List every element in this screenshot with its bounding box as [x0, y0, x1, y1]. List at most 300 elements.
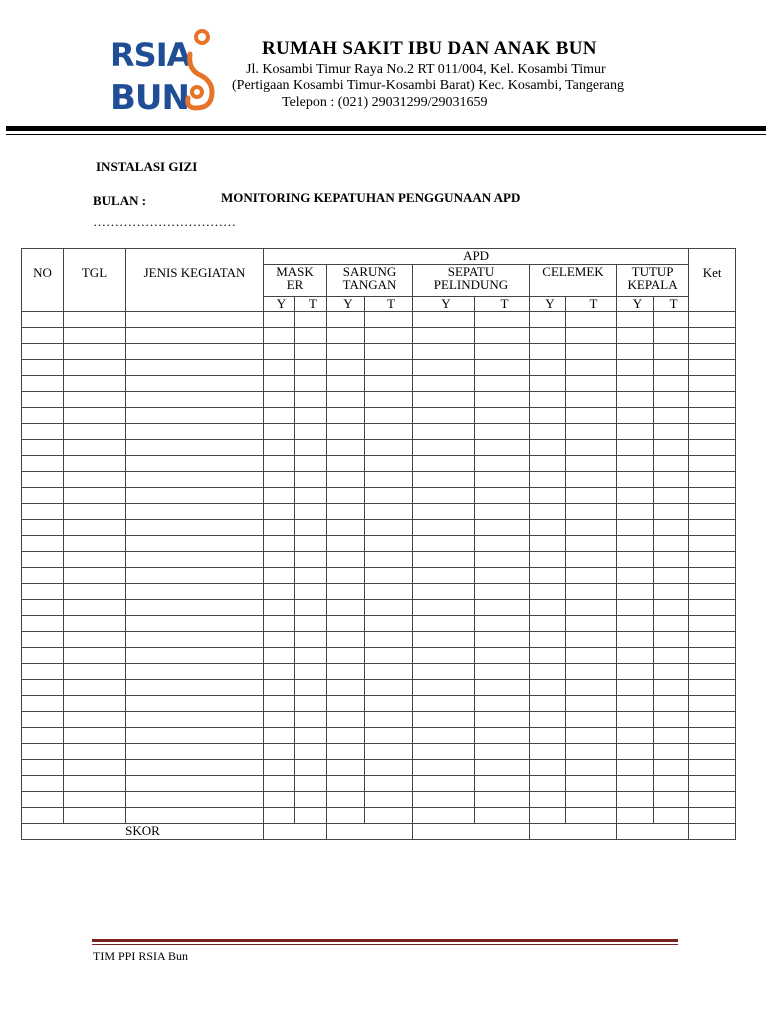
- table-cell[interactable]: [295, 424, 327, 440]
- table-cell[interactable]: [126, 776, 264, 792]
- table-cell[interactable]: [365, 616, 413, 632]
- table-cell[interactable]: [22, 728, 64, 744]
- table-cell[interactable]: [654, 472, 689, 488]
- table-cell[interactable]: [654, 808, 689, 824]
- table-cell[interactable]: [475, 440, 530, 456]
- table-cell[interactable]: [689, 536, 736, 552]
- table-cell[interactable]: [617, 776, 654, 792]
- table-cell[interactable]: [689, 600, 736, 616]
- table-cell[interactable]: [64, 504, 126, 520]
- table-cell[interactable]: [617, 792, 654, 808]
- table-cell[interactable]: [264, 712, 295, 728]
- table-cell[interactable]: [617, 680, 654, 696]
- table-cell[interactable]: [365, 712, 413, 728]
- table-cell[interactable]: [295, 808, 327, 824]
- table-cell[interactable]: [365, 808, 413, 824]
- table-cell[interactable]: [689, 808, 736, 824]
- table-cell[interactable]: [22, 808, 64, 824]
- table-cell[interactable]: [689, 744, 736, 760]
- table-cell[interactable]: [530, 648, 566, 664]
- table-cell[interactable]: [327, 504, 365, 520]
- table-cell[interactable]: [64, 808, 126, 824]
- table-cell[interactable]: [654, 552, 689, 568]
- score-cell[interactable]: [530, 824, 617, 840]
- table-cell[interactable]: [413, 792, 475, 808]
- table-cell[interactable]: [22, 328, 64, 344]
- table-cell[interactable]: [365, 792, 413, 808]
- table-cell[interactable]: [327, 744, 365, 760]
- table-cell[interactable]: [365, 392, 413, 408]
- table-cell[interactable]: [530, 536, 566, 552]
- table-cell[interactable]: [689, 472, 736, 488]
- table-cell[interactable]: [64, 456, 126, 472]
- table-cell[interactable]: [617, 360, 654, 376]
- table-cell[interactable]: [365, 408, 413, 424]
- table-cell[interactable]: [264, 760, 295, 776]
- table-cell[interactable]: [413, 744, 475, 760]
- table-cell[interactable]: [689, 648, 736, 664]
- table-cell[interactable]: [22, 744, 64, 760]
- table-cell[interactable]: [413, 712, 475, 728]
- table-cell[interactable]: [365, 376, 413, 392]
- table-cell[interactable]: [530, 712, 566, 728]
- table-cell[interactable]: [413, 440, 475, 456]
- table-cell[interactable]: [654, 328, 689, 344]
- table-cell[interactable]: [475, 360, 530, 376]
- table-cell[interactable]: [617, 472, 654, 488]
- table-cell[interactable]: [413, 696, 475, 712]
- table-cell[interactable]: [327, 776, 365, 792]
- table-cell[interactable]: [689, 712, 736, 728]
- table-cell[interactable]: [126, 760, 264, 776]
- table-cell[interactable]: [530, 664, 566, 680]
- table-cell[interactable]: [475, 712, 530, 728]
- table-cell[interactable]: [413, 536, 475, 552]
- table-cell[interactable]: [413, 568, 475, 584]
- table-cell[interactable]: [413, 328, 475, 344]
- table-cell[interactable]: [327, 472, 365, 488]
- table-cell[interactable]: [689, 696, 736, 712]
- table-cell[interactable]: [295, 648, 327, 664]
- table-cell[interactable]: [365, 680, 413, 696]
- table-cell[interactable]: [64, 648, 126, 664]
- table-cell[interactable]: [365, 488, 413, 504]
- table-cell[interactable]: [327, 696, 365, 712]
- table-cell[interactable]: [617, 408, 654, 424]
- table-cell[interactable]: [126, 728, 264, 744]
- table-cell[interactable]: [566, 408, 617, 424]
- table-cell[interactable]: [327, 664, 365, 680]
- table-cell[interactable]: [413, 472, 475, 488]
- table-cell[interactable]: [530, 696, 566, 712]
- table-cell[interactable]: [64, 344, 126, 360]
- table-cell[interactable]: [617, 456, 654, 472]
- table-cell[interactable]: [475, 472, 530, 488]
- table-cell[interactable]: [327, 648, 365, 664]
- table-cell[interactable]: [475, 424, 530, 440]
- table-cell[interactable]: [566, 648, 617, 664]
- table-cell[interactable]: [566, 664, 617, 680]
- table-cell[interactable]: [327, 360, 365, 376]
- table-cell[interactable]: [295, 616, 327, 632]
- table-cell[interactable]: [264, 520, 295, 536]
- table-cell[interactable]: [475, 744, 530, 760]
- table-cell[interactable]: [530, 792, 566, 808]
- table-cell[interactable]: [617, 344, 654, 360]
- table-cell[interactable]: [64, 520, 126, 536]
- table-cell[interactable]: [126, 616, 264, 632]
- table-cell[interactable]: [654, 760, 689, 776]
- table-cell[interactable]: [530, 424, 566, 440]
- table-cell[interactable]: [654, 536, 689, 552]
- table-cell[interactable]: [566, 536, 617, 552]
- table-cell[interactable]: [475, 536, 530, 552]
- table-cell[interactable]: [654, 568, 689, 584]
- table-cell[interactable]: [689, 616, 736, 632]
- table-cell[interactable]: [617, 600, 654, 616]
- table-cell[interactable]: [126, 568, 264, 584]
- table-cell[interactable]: [295, 680, 327, 696]
- table-cell[interactable]: [327, 520, 365, 536]
- table-cell[interactable]: [689, 440, 736, 456]
- table-cell[interactable]: [475, 488, 530, 504]
- table-cell[interactable]: [64, 664, 126, 680]
- table-cell[interactable]: [295, 328, 327, 344]
- table-cell[interactable]: [566, 472, 617, 488]
- table-cell[interactable]: [413, 760, 475, 776]
- table-cell[interactable]: [654, 744, 689, 760]
- table-cell[interactable]: [654, 520, 689, 536]
- table-cell[interactable]: [617, 808, 654, 824]
- table-cell[interactable]: [126, 664, 264, 680]
- table-cell[interactable]: [475, 680, 530, 696]
- table-cell[interactable]: [22, 360, 64, 376]
- table-cell[interactable]: [566, 424, 617, 440]
- table-cell[interactable]: [264, 456, 295, 472]
- table-cell[interactable]: [689, 792, 736, 808]
- table-cell[interactable]: [617, 440, 654, 456]
- table-cell[interactable]: [295, 600, 327, 616]
- table-cell[interactable]: [295, 312, 327, 328]
- table-cell[interactable]: [413, 424, 475, 440]
- table-cell[interactable]: [264, 568, 295, 584]
- table-cell[interactable]: [654, 360, 689, 376]
- table-cell[interactable]: [22, 792, 64, 808]
- table-cell[interactable]: [475, 584, 530, 600]
- table-cell[interactable]: [617, 520, 654, 536]
- table-cell[interactable]: [566, 360, 617, 376]
- table-cell[interactable]: [365, 456, 413, 472]
- table-cell[interactable]: [22, 664, 64, 680]
- table-cell[interactable]: [295, 632, 327, 648]
- table-cell[interactable]: [530, 488, 566, 504]
- table-cell[interactable]: [22, 392, 64, 408]
- table-cell[interactable]: [327, 312, 365, 328]
- table-cell[interactable]: [22, 648, 64, 664]
- score-cell[interactable]: [689, 824, 736, 840]
- table-cell[interactable]: [64, 424, 126, 440]
- table-cell[interactable]: [22, 536, 64, 552]
- score-cell[interactable]: [264, 824, 327, 840]
- table-cell[interactable]: [475, 600, 530, 616]
- table-cell[interactable]: [413, 504, 475, 520]
- table-cell[interactable]: [126, 344, 264, 360]
- table-cell[interactable]: [530, 552, 566, 568]
- table-cell[interactable]: [365, 744, 413, 760]
- table-cell[interactable]: [22, 632, 64, 648]
- table-cell[interactable]: [126, 328, 264, 344]
- table-cell[interactable]: [654, 392, 689, 408]
- table-cell[interactable]: [530, 744, 566, 760]
- table-cell[interactable]: [264, 776, 295, 792]
- table-cell[interactable]: [689, 760, 736, 776]
- table-cell[interactable]: [689, 488, 736, 504]
- table-cell[interactable]: [530, 360, 566, 376]
- table-cell[interactable]: [22, 376, 64, 392]
- table-cell[interactable]: [413, 520, 475, 536]
- table-cell[interactable]: [530, 408, 566, 424]
- table-cell[interactable]: [475, 760, 530, 776]
- table-cell[interactable]: [475, 792, 530, 808]
- table-cell[interactable]: [22, 712, 64, 728]
- table-cell[interactable]: [566, 808, 617, 824]
- table-cell[interactable]: [530, 776, 566, 792]
- table-cell[interactable]: [654, 424, 689, 440]
- table-cell[interactable]: [365, 664, 413, 680]
- table-cell[interactable]: [566, 712, 617, 728]
- table-cell[interactable]: [264, 680, 295, 696]
- table-cell[interactable]: [64, 696, 126, 712]
- table-cell[interactable]: [64, 536, 126, 552]
- table-cell[interactable]: [22, 504, 64, 520]
- table-cell[interactable]: [475, 504, 530, 520]
- table-cell[interactable]: [654, 312, 689, 328]
- table-cell[interactable]: [617, 584, 654, 600]
- table-cell[interactable]: [264, 504, 295, 520]
- table-cell[interactable]: [617, 760, 654, 776]
- table-cell[interactable]: [22, 776, 64, 792]
- table-cell[interactable]: [654, 584, 689, 600]
- table-cell[interactable]: [327, 456, 365, 472]
- table-cell[interactable]: [530, 584, 566, 600]
- table-cell[interactable]: [617, 552, 654, 568]
- table-cell[interactable]: [689, 344, 736, 360]
- table-cell[interactable]: [295, 536, 327, 552]
- table-cell[interactable]: [365, 328, 413, 344]
- table-cell[interactable]: [475, 616, 530, 632]
- table-cell[interactable]: [475, 664, 530, 680]
- table-cell[interactable]: [327, 536, 365, 552]
- table-cell[interactable]: [654, 376, 689, 392]
- table-cell[interactable]: [654, 408, 689, 424]
- table-cell[interactable]: [654, 680, 689, 696]
- table-cell[interactable]: [530, 312, 566, 328]
- table-cell[interactable]: [617, 616, 654, 632]
- table-cell[interactable]: [413, 584, 475, 600]
- table-cell[interactable]: [22, 696, 64, 712]
- table-cell[interactable]: [689, 504, 736, 520]
- table-cell[interactable]: [654, 696, 689, 712]
- table-cell[interactable]: [22, 312, 64, 328]
- table-cell[interactable]: [413, 392, 475, 408]
- table-cell[interactable]: [64, 312, 126, 328]
- table-cell[interactable]: [413, 808, 475, 824]
- table-cell[interactable]: [264, 808, 295, 824]
- table-cell[interactable]: [295, 440, 327, 456]
- table-cell[interactable]: [617, 648, 654, 664]
- table-cell[interactable]: [566, 344, 617, 360]
- table-cell[interactable]: [126, 376, 264, 392]
- table-cell[interactable]: [22, 568, 64, 584]
- table-cell[interactable]: [126, 504, 264, 520]
- table-cell[interactable]: [126, 408, 264, 424]
- table-cell[interactable]: [566, 728, 617, 744]
- table-cell[interactable]: [566, 552, 617, 568]
- table-cell[interactable]: [413, 648, 475, 664]
- table-cell[interactable]: [126, 488, 264, 504]
- table-cell[interactable]: [327, 344, 365, 360]
- table-cell[interactable]: [126, 744, 264, 760]
- table-cell[interactable]: [566, 680, 617, 696]
- table-cell[interactable]: [64, 552, 126, 568]
- table-cell[interactable]: [413, 680, 475, 696]
- table-cell[interactable]: [530, 472, 566, 488]
- table-cell[interactable]: [327, 600, 365, 616]
- table-cell[interactable]: [475, 376, 530, 392]
- table-cell[interactable]: [566, 584, 617, 600]
- table-cell[interactable]: [295, 744, 327, 760]
- table-cell[interactable]: [295, 792, 327, 808]
- table-cell[interactable]: [295, 472, 327, 488]
- table-cell[interactable]: [530, 344, 566, 360]
- table-cell[interactable]: [327, 616, 365, 632]
- table-cell[interactable]: [413, 408, 475, 424]
- table-cell[interactable]: [475, 648, 530, 664]
- table-cell[interactable]: [654, 600, 689, 616]
- table-cell[interactable]: [689, 408, 736, 424]
- table-cell[interactable]: [689, 552, 736, 568]
- table-cell[interactable]: [475, 328, 530, 344]
- table-cell[interactable]: [295, 760, 327, 776]
- table-cell[interactable]: [530, 440, 566, 456]
- table-cell[interactable]: [327, 488, 365, 504]
- table-cell[interactable]: [530, 728, 566, 744]
- table-cell[interactable]: [365, 568, 413, 584]
- table-cell[interactable]: [689, 424, 736, 440]
- table-cell[interactable]: [365, 536, 413, 552]
- table-cell[interactable]: [413, 728, 475, 744]
- table-cell[interactable]: [566, 744, 617, 760]
- table-cell[interactable]: [475, 696, 530, 712]
- table-cell[interactable]: [295, 392, 327, 408]
- table-cell[interactable]: [617, 312, 654, 328]
- table-cell[interactable]: [365, 472, 413, 488]
- table-cell[interactable]: [475, 776, 530, 792]
- table-cell[interactable]: [264, 424, 295, 440]
- table-cell[interactable]: [617, 632, 654, 648]
- table-cell[interactable]: [530, 392, 566, 408]
- table-cell[interactable]: [126, 600, 264, 616]
- table-cell[interactable]: [64, 728, 126, 744]
- score-cell[interactable]: [413, 824, 530, 840]
- table-cell[interactable]: [566, 392, 617, 408]
- table-cell[interactable]: [295, 568, 327, 584]
- table-cell[interactable]: [64, 568, 126, 584]
- table-cell[interactable]: [566, 488, 617, 504]
- table-cell[interactable]: [530, 600, 566, 616]
- table-cell[interactable]: [327, 808, 365, 824]
- table-cell[interactable]: [689, 360, 736, 376]
- table-cell[interactable]: [530, 376, 566, 392]
- table-cell[interactable]: [64, 760, 126, 776]
- table-cell[interactable]: [654, 488, 689, 504]
- table-cell[interactable]: [64, 440, 126, 456]
- table-cell[interactable]: [566, 616, 617, 632]
- table-cell[interactable]: [327, 792, 365, 808]
- table-cell[interactable]: [530, 520, 566, 536]
- table-cell[interactable]: [530, 328, 566, 344]
- table-cell[interactable]: [617, 536, 654, 552]
- table-cell[interactable]: [475, 344, 530, 360]
- table-cell[interactable]: [566, 520, 617, 536]
- table-cell[interactable]: [327, 440, 365, 456]
- table-cell[interactable]: [295, 776, 327, 792]
- table-cell[interactable]: [295, 552, 327, 568]
- table-cell[interactable]: [327, 728, 365, 744]
- table-cell[interactable]: [327, 424, 365, 440]
- table-cell[interactable]: [566, 440, 617, 456]
- table-cell[interactable]: [654, 664, 689, 680]
- table-cell[interactable]: [475, 312, 530, 328]
- table-cell[interactable]: [365, 584, 413, 600]
- score-cell[interactable]: [327, 824, 413, 840]
- table-cell[interactable]: [126, 456, 264, 472]
- table-cell[interactable]: [64, 600, 126, 616]
- score-cell[interactable]: [617, 824, 689, 840]
- table-cell[interactable]: [566, 776, 617, 792]
- table-cell[interactable]: [126, 552, 264, 568]
- table-cell[interactable]: [264, 696, 295, 712]
- table-cell[interactable]: [264, 440, 295, 456]
- table-cell[interactable]: [64, 408, 126, 424]
- table-cell[interactable]: [654, 648, 689, 664]
- table-cell[interactable]: [566, 760, 617, 776]
- table-cell[interactable]: [22, 424, 64, 440]
- table-cell[interactable]: [365, 696, 413, 712]
- table-cell[interactable]: [22, 344, 64, 360]
- table-cell[interactable]: [530, 808, 566, 824]
- table-cell[interactable]: [264, 312, 295, 328]
- table-cell[interactable]: [126, 632, 264, 648]
- table-cell[interactable]: [264, 616, 295, 632]
- table-cell[interactable]: [22, 472, 64, 488]
- table-cell[interactable]: [530, 568, 566, 584]
- table-cell[interactable]: [689, 392, 736, 408]
- table-cell[interactable]: [295, 520, 327, 536]
- table-cell[interactable]: [264, 728, 295, 744]
- table-cell[interactable]: [264, 648, 295, 664]
- table-cell[interactable]: [327, 632, 365, 648]
- table-cell[interactable]: [295, 584, 327, 600]
- table-cell[interactable]: [126, 392, 264, 408]
- table-cell[interactable]: [22, 552, 64, 568]
- table-cell[interactable]: [654, 776, 689, 792]
- table-cell[interactable]: [64, 680, 126, 696]
- table-cell[interactable]: [566, 568, 617, 584]
- table-cell[interactable]: [530, 680, 566, 696]
- table-cell[interactable]: [413, 600, 475, 616]
- table-cell[interactable]: [689, 520, 736, 536]
